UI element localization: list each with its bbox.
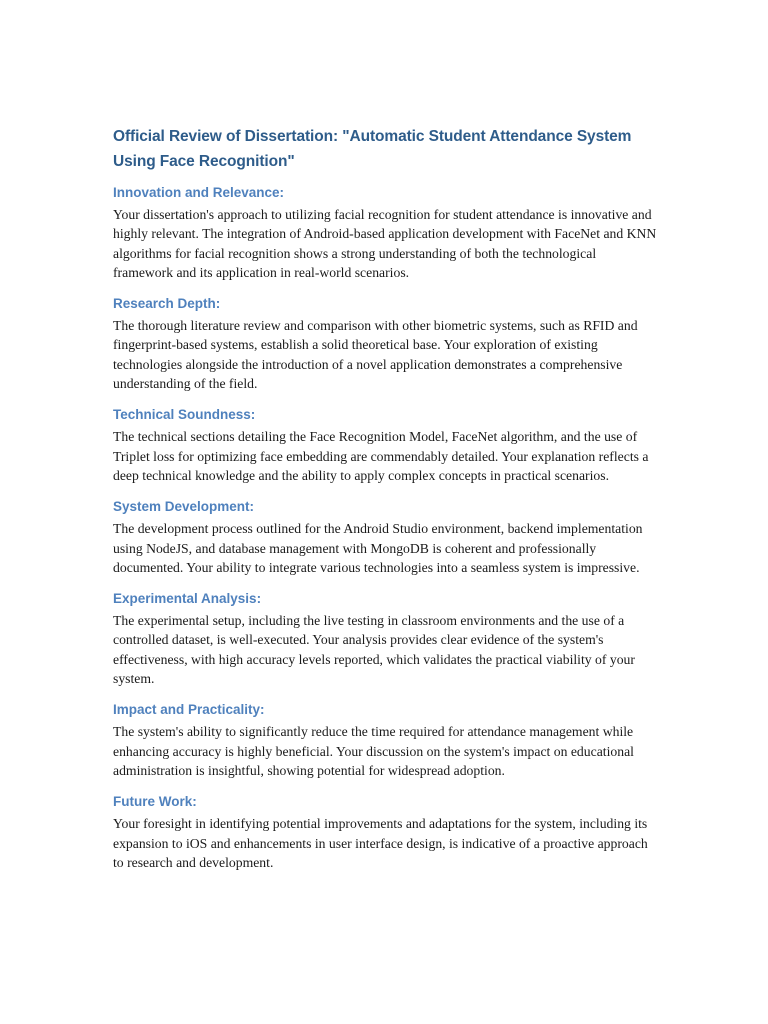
document-page bbox=[113, 124, 658, 884]
section-body: The thorough literature review and comparison with other biometric systems, such as RFID and fingerprint-based systems, establish a solid theoretical base. Your exploration of existing technologies alongside the introduction of a novel application demonstrates a comprehensive understanding of the field. bbox=[113, 318, 638, 392]
section-heading: Research Depth: bbox=[113, 296, 221, 312]
section-body: Your foresight in identifying potential improvements and adaptations for the system, including its expansion to iOS and enhancements in user interface design, is indicative of a proactive approach to research and development. bbox=[113, 816, 648, 870]
section-heading: Technical Soundness: bbox=[113, 407, 256, 423]
section-innovation-relevance bbox=[113, 183, 658, 282]
section-body: The experimental setup, including the live testing in classroom environments and the use of a controlled dataset, is well-executed. Your analysis provides clear evidence of the system's effectiveness, with high accuracy levels reported, which validates the practical viability of your system. bbox=[113, 613, 635, 687]
section-body: The development process outlined for the Android Studio environment, backend implementation using NodeJS, and database management with MongoDB is coherent and professionally documented. Your ability to integrate various technologies into a seamless system is impressive. bbox=[113, 521, 643, 575]
document-title: Official Review of Dissertation: "Automatic Student Attendance System Using Face Recognition" bbox=[113, 128, 632, 170]
section-experimental-analysis bbox=[113, 589, 658, 688]
section-impact-practicality bbox=[113, 700, 658, 780]
section-body: The technical sections detailing the Face Recognition Model, FaceNet algorithm, and the use of Triplet loss for optimizing face embedding are commendably detailed. Your explanation reflects a deep technical knowledge and the ability to apply complex concepts in practical scenarios. bbox=[113, 429, 649, 483]
section-research-depth bbox=[113, 294, 658, 393]
section-heading: Innovation and Relevance: bbox=[113, 185, 285, 200]
section-heading: Impact and Practicality: bbox=[113, 702, 265, 718]
section-heading: System Development: bbox=[113, 499, 255, 515]
section-body: Your dissertation's approach to utilizing facial recognition for student attendance is innovative and highly relevant. The integration of Android-based application development with FaceNet and KNN algorithms for facial recognition shows a strong understanding of both the technological framework and its application in real-world scenarios. bbox=[113, 207, 657, 280]
section-future-work bbox=[113, 792, 658, 872]
section-technical-soundness bbox=[113, 405, 658, 485]
section-system-development bbox=[113, 497, 658, 577]
section-body: The system's ability to significantly reduce the time required for attendance management while enhancing accuracy is highly beneficial. Your discussion on the system's impact on educational administration is insightful, showing potential for widespread adoption. bbox=[113, 724, 634, 778]
section-heading: Experimental Analysis: bbox=[113, 591, 262, 607]
section-heading: Future Work: bbox=[113, 794, 197, 810]
